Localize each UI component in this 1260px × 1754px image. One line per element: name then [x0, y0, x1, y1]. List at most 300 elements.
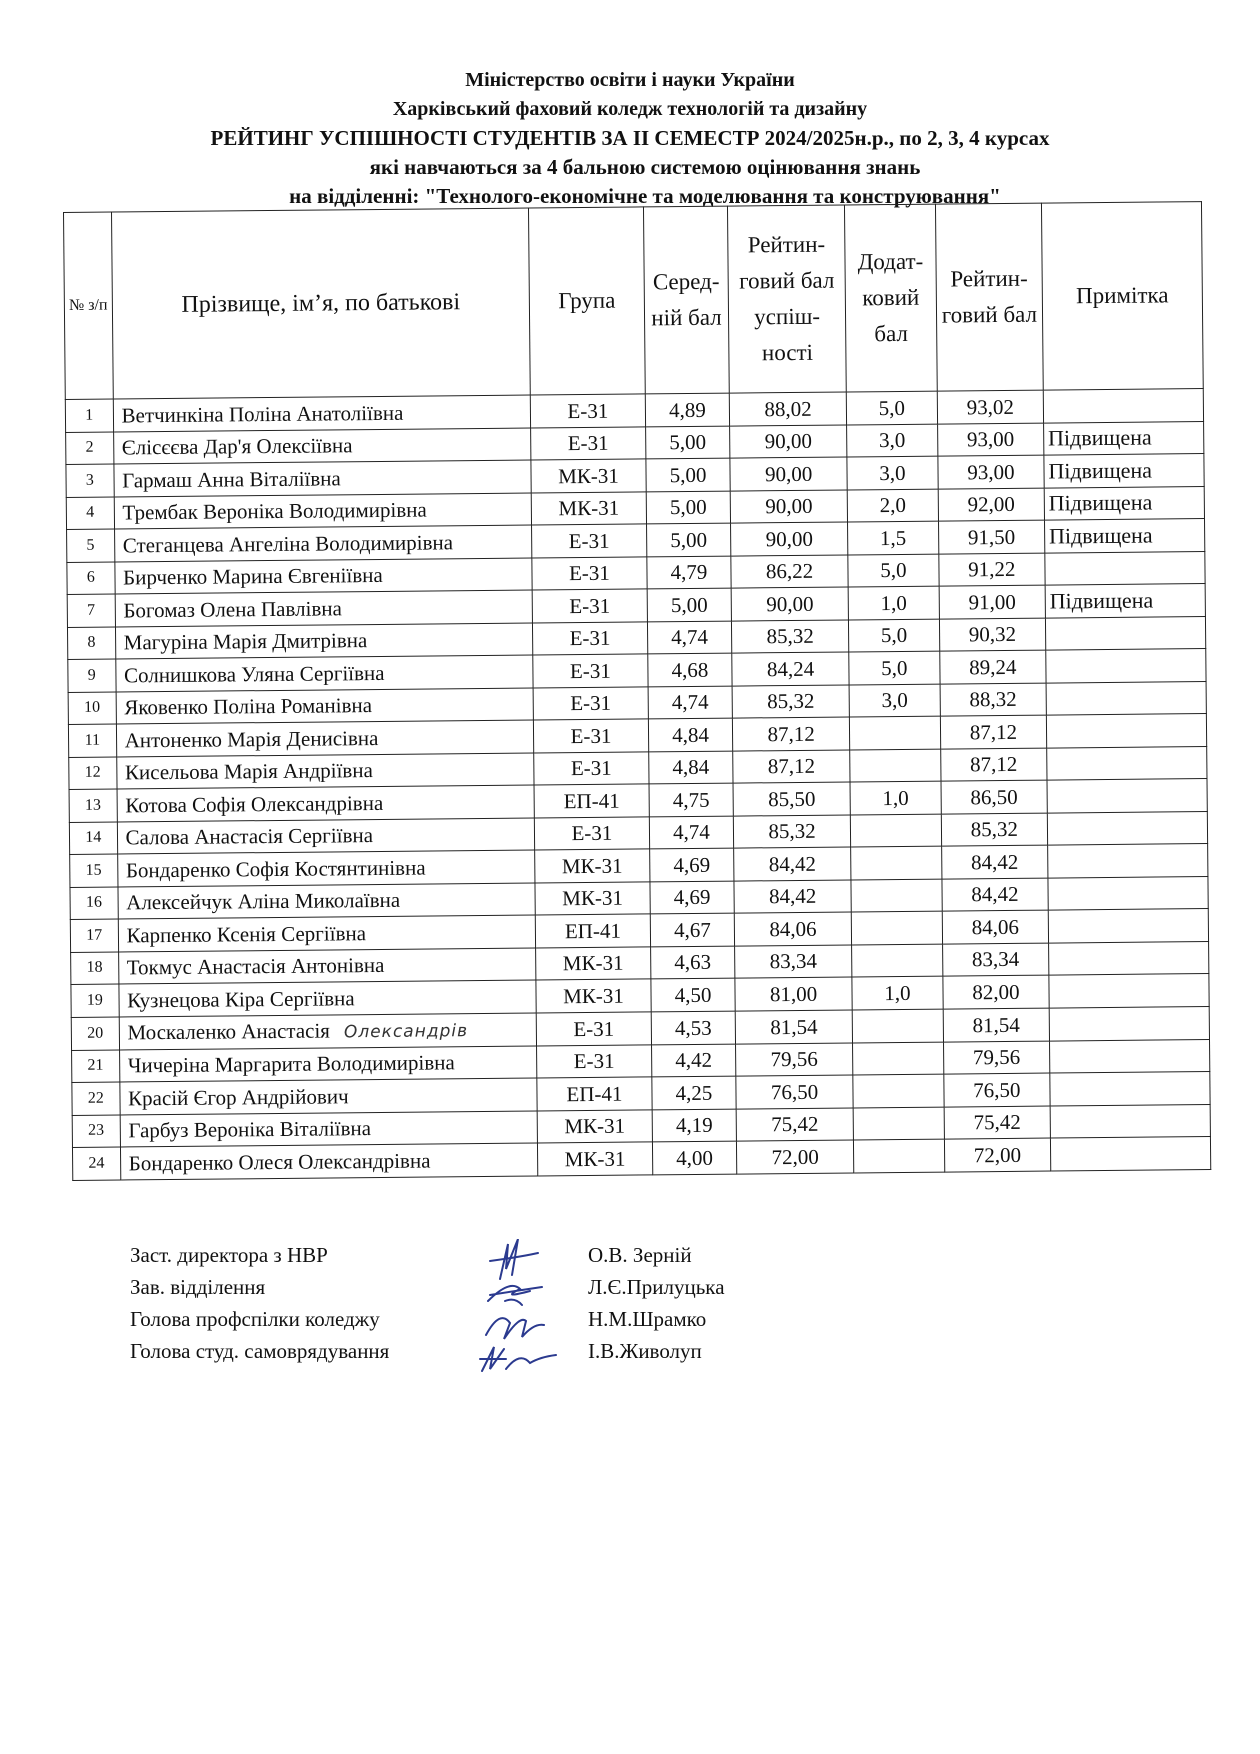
row-total-rating-text: 84,42 [971, 882, 1019, 907]
row-number [72, 1114, 120, 1147]
row-extra-score [851, 879, 942, 912]
row-rating-score-text: 84,42 [768, 851, 817, 877]
row-number [66, 497, 114, 530]
row-group [531, 459, 646, 493]
row-extra-score [852, 944, 943, 977]
signature-name: Н.М.Шрамко [588, 1307, 707, 1331]
row-extra-score [849, 651, 940, 684]
row-student-name-text: Трембак Вероніка Володимирівна [122, 497, 427, 525]
row-extra-score [848, 586, 939, 619]
row-group [537, 1109, 652, 1143]
row-extra-score [847, 424, 938, 457]
row-note [1044, 486, 1204, 520]
row-rating-score-text: 85,50 [768, 786, 816, 812]
row-extra-score [853, 1042, 944, 1075]
row-rating-score [730, 424, 847, 458]
row-student-name-text: Єлісєєва Дар'я Олексіївна [121, 433, 353, 460]
row-total-rating [941, 845, 1047, 879]
row-total-rating [937, 390, 1043, 424]
row-number [71, 984, 119, 1017]
row-group [533, 654, 648, 688]
row-group-text: Е-31 [569, 593, 611, 618]
row-note-text: Підвищена [1048, 489, 1153, 516]
row-total-rating-text: 93,02 [966, 394, 1015, 420]
row-average-score [649, 751, 734, 784]
row-total-rating [940, 683, 1046, 717]
row-group [534, 816, 649, 850]
row-group-text: Е-31 [567, 431, 609, 456]
row-note [1046, 714, 1206, 748]
signatures-block [130, 1239, 890, 1367]
col-header-rating: Рейтин-говий бал успіш-ності [728, 205, 847, 393]
row-number [71, 952, 119, 985]
row-group-text: ЕП-41 [566, 1081, 623, 1106]
row-total-rating-text: 85,32 [970, 817, 1019, 842]
row-total-rating [937, 423, 1043, 457]
row-extra-score [853, 1074, 944, 1107]
row-total-rating-text: 79,56 [972, 1045, 1021, 1070]
row-average-score-text: 4,67 [673, 917, 711, 942]
row-number [71, 1017, 119, 1050]
row-average-score-text: 4,75 [672, 787, 710, 812]
rating-title: РЕЙТИНГ УСПІШНОСТІ СТУДЕНТІВ ЗА II СЕМЕСТР 2024/2025н.р., по 2, 3, 4 курсах [210, 126, 1050, 150]
row-student-name-text: Карпенко Ксенія Сергіївна [126, 920, 367, 948]
row-rating-score-text: 86,22 [765, 559, 814, 584]
row-student-name-text: Антоненко Марія Денисівна [124, 725, 379, 753]
row-total-rating-text: 87,12 [969, 752, 1018, 777]
row-number-text: 14 [85, 828, 102, 847]
row-note [1049, 974, 1209, 1008]
row-total-rating-text: 93,00 [966, 427, 1015, 452]
row-rating-score [735, 977, 852, 1011]
row-student-name [115, 590, 533, 627]
row-number [69, 757, 117, 790]
row-note [1048, 941, 1208, 975]
row-student-name [118, 882, 536, 919]
row-student-name [118, 915, 536, 952]
row-number-text: 12 [84, 763, 101, 782]
row-total-rating-text: 91,00 [968, 589, 1016, 615]
row-extra-score [848, 619, 939, 652]
signature-row [130, 1239, 890, 1271]
row-average-score [646, 523, 731, 556]
grading-system-subtitle: які навчаються за 4 бальною системою оцінювання знань [369, 155, 921, 179]
row-rating-score [736, 1107, 853, 1141]
row-number-text: 16 [85, 893, 103, 912]
row-rating-score [731, 522, 848, 556]
row-student-name-text: Москаленко Анастасія [127, 1017, 331, 1044]
row-average-score [648, 686, 733, 719]
row-number-text: 20 [87, 1024, 104, 1042]
row-group-text: Е-31 [569, 658, 611, 683]
row-total-rating-text: 92,00 [967, 492, 1015, 517]
row-average-score [646, 458, 731, 491]
row-rating-score-text: 85,32 [767, 689, 815, 714]
row-rating-score [730, 489, 847, 523]
row-average-score [646, 491, 731, 524]
row-average-score-text: 5,00 [669, 430, 707, 455]
col-header-extra: Додат-ковий бал [844, 204, 937, 392]
col-header-num: № з/п [64, 212, 113, 399]
row-total-rating [943, 1008, 1049, 1042]
row-total-rating-text: 90,32 [968, 622, 1017, 647]
row-note [1049, 1006, 1209, 1041]
row-extra-score [847, 456, 938, 489]
row-student-name-text: Магуріна Марія Дмитрівна [123, 628, 368, 655]
row-rating-score-text: 81,00 [769, 981, 818, 1006]
row-group [533, 621, 648, 655]
row-total-rating [939, 553, 1045, 587]
row-rating-score [733, 782, 850, 816]
row-student-name-text: Кисельова Марія Андріївна [124, 758, 373, 785]
row-total-rating-text: 93,00 [967, 459, 1015, 485]
signature-name: І.В.Живолуп [588, 1339, 702, 1363]
row-rating-score-text: 90,00 [765, 526, 813, 552]
row-total-rating [942, 910, 1048, 944]
row-number [72, 1049, 120, 1082]
row-note [1048, 909, 1208, 943]
row-extra-score [847, 489, 938, 522]
row-number-text: 5 [86, 536, 95, 554]
row-total-rating-text: 87,12 [969, 719, 1018, 745]
row-group [533, 686, 648, 720]
row-student-name [114, 525, 532, 562]
row-rating-score [733, 749, 850, 783]
row-total-rating [944, 1073, 1050, 1107]
row-rating-score [732, 619, 849, 653]
signature-name: О.В. Зерній [588, 1243, 692, 1267]
row-average-score-text: 5,00 [669, 462, 707, 487]
row-group [538, 1142, 653, 1176]
row-note-text: Підвищена [1048, 457, 1153, 484]
row-rating-score-text: 76,50 [770, 1079, 819, 1104]
row-number-text: 15 [85, 861, 102, 879]
row-rating-score [731, 554, 848, 588]
row-rating-score-text: 87,12 [767, 754, 816, 779]
row-total-rating [939, 618, 1045, 652]
row-note [1046, 649, 1206, 683]
row-number [69, 822, 117, 855]
row-average-score [652, 1076, 737, 1109]
signature-role: Голова профспілки коледжу [130, 1307, 380, 1331]
row-extra-score-text: 5,0 [880, 623, 908, 648]
college-title: Харківський фаховий коледж технологій та дизайну [392, 98, 868, 120]
row-student-name-text: Богомаз Олена Павлівна [123, 596, 342, 623]
row-student-name-text: Красій Єгор Андрійович [127, 1084, 349, 1111]
row-group [535, 881, 650, 915]
signature-row [130, 1271, 890, 1303]
row-student-name [118, 947, 536, 984]
row-group-text: Е-31 [573, 1016, 615, 1041]
row-number [66, 432, 114, 465]
signature-row [130, 1303, 890, 1335]
row-rating-score [730, 457, 847, 491]
col-header-total: Рейтин-говий бал [935, 203, 1043, 391]
row-rating-score [732, 652, 849, 686]
row-total-rating [940, 650, 1046, 684]
row-group-text: МК-31 [564, 1113, 626, 1139]
row-total-rating [939, 585, 1045, 619]
row-extra-score-text: 5,0 [881, 655, 908, 680]
row-student-name-text: Котова Софія Олександрівна [125, 790, 384, 818]
row-group-text: ЕП-41 [563, 788, 620, 813]
row-number-text: 23 [88, 1121, 105, 1140]
row-extra-score [848, 554, 939, 587]
row-average-score-text: 4,74 [671, 690, 709, 715]
signature-role: Заст. директора з НВР [130, 1243, 328, 1267]
row-note [1043, 389, 1203, 423]
row-average-score-text: 4,25 [675, 1080, 713, 1105]
row-note [1050, 1072, 1210, 1106]
row-average-score [649, 848, 734, 881]
row-note [1045, 584, 1205, 618]
row-average-score-text: 4,42 [675, 1048, 713, 1073]
row-number [69, 789, 117, 822]
row-extra-score [851, 846, 942, 879]
row-group-text: Е-31 [567, 398, 609, 423]
row-extra-score [851, 911, 942, 944]
row-total-rating [938, 520, 1044, 554]
row-group-text: Е-31 [573, 1048, 615, 1074]
row-extra-score [852, 1009, 943, 1043]
row-group [532, 589, 647, 623]
row-student-name-text: Алексейчук Аліна Миколаївна [126, 888, 401, 915]
row-group [530, 394, 645, 428]
row-number-text: 21 [87, 1056, 104, 1075]
row-student-name-text: Гарбуз Вероніка Віталіївна [128, 1116, 372, 1143]
row-rating-score-text: 90,00 [766, 591, 814, 617]
row-average-score [647, 621, 732, 654]
row-student-name [115, 623, 533, 660]
row-rating-score-text: 83,34 [769, 949, 818, 974]
row-number [68, 692, 116, 725]
row-number-text: 17 [86, 926, 103, 944]
row-number [68, 659, 116, 692]
row-group-text: Е-31 [570, 691, 612, 716]
row-student-name-text: Ветчинкіна Поліна Анатоліївна [121, 400, 404, 428]
col-header-note: Примітка [1041, 202, 1203, 391]
row-extra-score [849, 684, 940, 717]
row-rating-score-text: 79,56 [770, 1047, 818, 1072]
row-note [1047, 811, 1207, 845]
row-average-score [645, 426, 730, 459]
row-number-text: 9 [87, 666, 96, 684]
row-number-text: 13 [84, 796, 102, 814]
row-group-text: МК-31 [562, 885, 624, 911]
row-total-rating-text: 84,06 [971, 914, 1020, 940]
handwritten-patronymic: Олександрів [343, 1020, 469, 1042]
row-average-score-text: 4,53 [674, 1015, 712, 1040]
row-extra-score-text: 1,0 [884, 980, 911, 1005]
row-note [1049, 1039, 1209, 1073]
row-extra-score-text: 3,0 [878, 428, 906, 453]
row-student-name [120, 1143, 538, 1180]
row-number-text: 10 [83, 698, 101, 717]
row-rating-score [731, 587, 848, 621]
row-average-score [645, 393, 730, 426]
row-group-text: МК-31 [558, 463, 619, 489]
row-group [537, 1077, 652, 1111]
row-total-rating-text: 91,22 [968, 557, 1016, 582]
row-total-rating [941, 748, 1047, 782]
row-rating-score [735, 944, 852, 978]
row-average-score [650, 913, 735, 946]
row-rating-score [736, 1042, 853, 1076]
row-extra-score-text: 5,0 [878, 395, 906, 420]
row-rating-score-text: 85,32 [766, 624, 814, 649]
row-number-text: 18 [86, 958, 103, 977]
row-total-rating [938, 488, 1044, 522]
row-extra-score [853, 1139, 944, 1172]
row-group [531, 491, 646, 525]
table-body [65, 389, 1210, 1180]
row-total-rating-text: 81,54 [972, 1012, 1020, 1037]
row-total-rating [940, 715, 1046, 749]
row-student-name [114, 460, 532, 497]
row-note [1046, 681, 1206, 715]
row-total-rating-text: 76,50 [973, 1077, 1021, 1103]
row-average-score-text: 5,00 [669, 495, 707, 520]
row-student-name-text: Гармаш Анна Віталіївна [122, 466, 341, 493]
row-group [532, 556, 647, 590]
row-student-name-text: Бондаренко Олеся Олександрівна [128, 1148, 431, 1176]
rating-table [63, 201, 1211, 1180]
row-rating-score [733, 717, 850, 751]
row-note [1045, 551, 1205, 585]
row-note [1047, 844, 1207, 878]
row-average-score-text: 4,84 [672, 722, 710, 747]
row-average-score [649, 783, 734, 816]
row-note-text: Підвищена [1047, 424, 1152, 451]
col-header-name: Прізвище, ім’я, по батькові [111, 208, 530, 399]
row-rating-score [733, 814, 850, 848]
row-total-rating [941, 813, 1047, 847]
row-number-text: 6 [86, 568, 95, 587]
row-note-text: Підвищена [1048, 522, 1153, 549]
row-average-score-text: 5,00 [670, 592, 708, 617]
row-student-name [119, 1045, 537, 1082]
row-average-score-text: 4,79 [670, 560, 708, 585]
row-note [1045, 616, 1205, 650]
row-extra-score-text: 5,0 [880, 558, 907, 583]
row-number-text: 11 [84, 731, 101, 749]
row-average-score-text: 4,68 [671, 657, 709, 682]
row-group-text: МК-31 [558, 495, 620, 521]
row-extra-score [850, 749, 941, 782]
row-average-score [652, 1109, 737, 1142]
signature-name: Л.Є.Прилуцька [588, 1275, 725, 1299]
row-total-rating-text: 83,34 [971, 947, 1020, 972]
row-number [70, 919, 118, 952]
row-average-score-text: 5,00 [670, 527, 708, 552]
row-group [535, 914, 650, 948]
row-rating-score-text: 75,42 [771, 1112, 819, 1137]
row-group [534, 751, 649, 785]
row-group [534, 784, 649, 818]
row-student-name [115, 655, 533, 692]
row-number [67, 627, 115, 660]
row-average-score [650, 881, 735, 914]
row-extra-score [853, 1107, 944, 1140]
row-extra-score-text: 3,0 [881, 688, 908, 713]
row-extra-score-text: 2,0 [879, 493, 907, 518]
row-student-name [116, 720, 534, 757]
row-average-score [651, 1044, 736, 1077]
row-total-rating-text: 72,00 [973, 1142, 1022, 1168]
row-number [67, 594, 115, 627]
row-group [536, 1011, 651, 1045]
row-group [537, 1044, 652, 1078]
row-rating-score-text: 85,32 [768, 819, 816, 844]
row-extra-score [848, 521, 939, 554]
row-average-score [651, 1011, 736, 1045]
row-rating-score [732, 684, 849, 718]
row-total-rating-text: 84,42 [970, 849, 1019, 875]
row-average-score [652, 1141, 737, 1174]
row-number-text: 24 [88, 1154, 105, 1172]
row-total-rating [943, 975, 1049, 1009]
row-note [1047, 746, 1207, 780]
row-group-text: ЕП-41 [564, 918, 622, 943]
row-total-rating [942, 943, 1048, 977]
row-group-text: МК-31 [563, 983, 624, 1008]
row-number [65, 399, 113, 432]
row-group-text: МК-31 [562, 950, 624, 976]
row-note [1047, 779, 1207, 813]
row-number [70, 854, 118, 887]
row-rating-score-text: 72,00 [771, 1144, 819, 1169]
row-average-score-text: 4,84 [672, 755, 710, 780]
row-average-score [648, 718, 733, 751]
row-student-name [119, 1078, 537, 1115]
row-note [1050, 1137, 1210, 1171]
document-header [0, 66, 1260, 211]
row-number [72, 1082, 120, 1115]
signature-role: Зав. відділення [130, 1275, 266, 1299]
row-student-name [117, 785, 535, 822]
ministry-title: Міністерство освіти і науки України [465, 69, 795, 91]
row-rating-score [734, 912, 851, 946]
row-student-name [116, 688, 534, 725]
row-extra-score [852, 976, 943, 1009]
row-number-text: 2 [85, 438, 94, 457]
row-student-name [120, 1110, 538, 1147]
row-total-rating [938, 455, 1044, 489]
row-student-name-text: Солнишкова Уляна Сергіївна [123, 660, 385, 688]
row-number-text: 3 [85, 471, 94, 489]
department-subtitle: на відділенні: "Технолого-економічне та моделювання та конструювання" [289, 184, 1001, 208]
row-student-name [119, 980, 537, 1017]
row-average-score [647, 588, 732, 621]
row-group-text: Е-31 [570, 723, 612, 748]
row-student-name-text: Кузнецова Кіра Сергіївна [127, 985, 355, 1013]
row-number-text: 19 [86, 991, 103, 1009]
row-total-rating-text: 88,32 [969, 687, 1017, 712]
row-student-name-text: Салова Анастасія Сергіївна [125, 823, 374, 850]
row-rating-score [734, 847, 851, 881]
row-group [536, 979, 651, 1013]
row-average-score-text: 4,00 [676, 1145, 714, 1170]
row-extra-score [850, 781, 941, 814]
row-average-score-text: 4,63 [674, 950, 712, 975]
row-rating-score-text: 88,02 [764, 396, 812, 422]
row-note [1043, 421, 1203, 455]
row-extra-score-text: 1,0 [880, 590, 907, 615]
row-student-name-text: Бондаренко Софія Костянтинівна [125, 855, 426, 883]
row-extra-score [846, 391, 937, 424]
row-rating-score-text: 84,06 [769, 916, 817, 942]
row-number [72, 1147, 120, 1180]
